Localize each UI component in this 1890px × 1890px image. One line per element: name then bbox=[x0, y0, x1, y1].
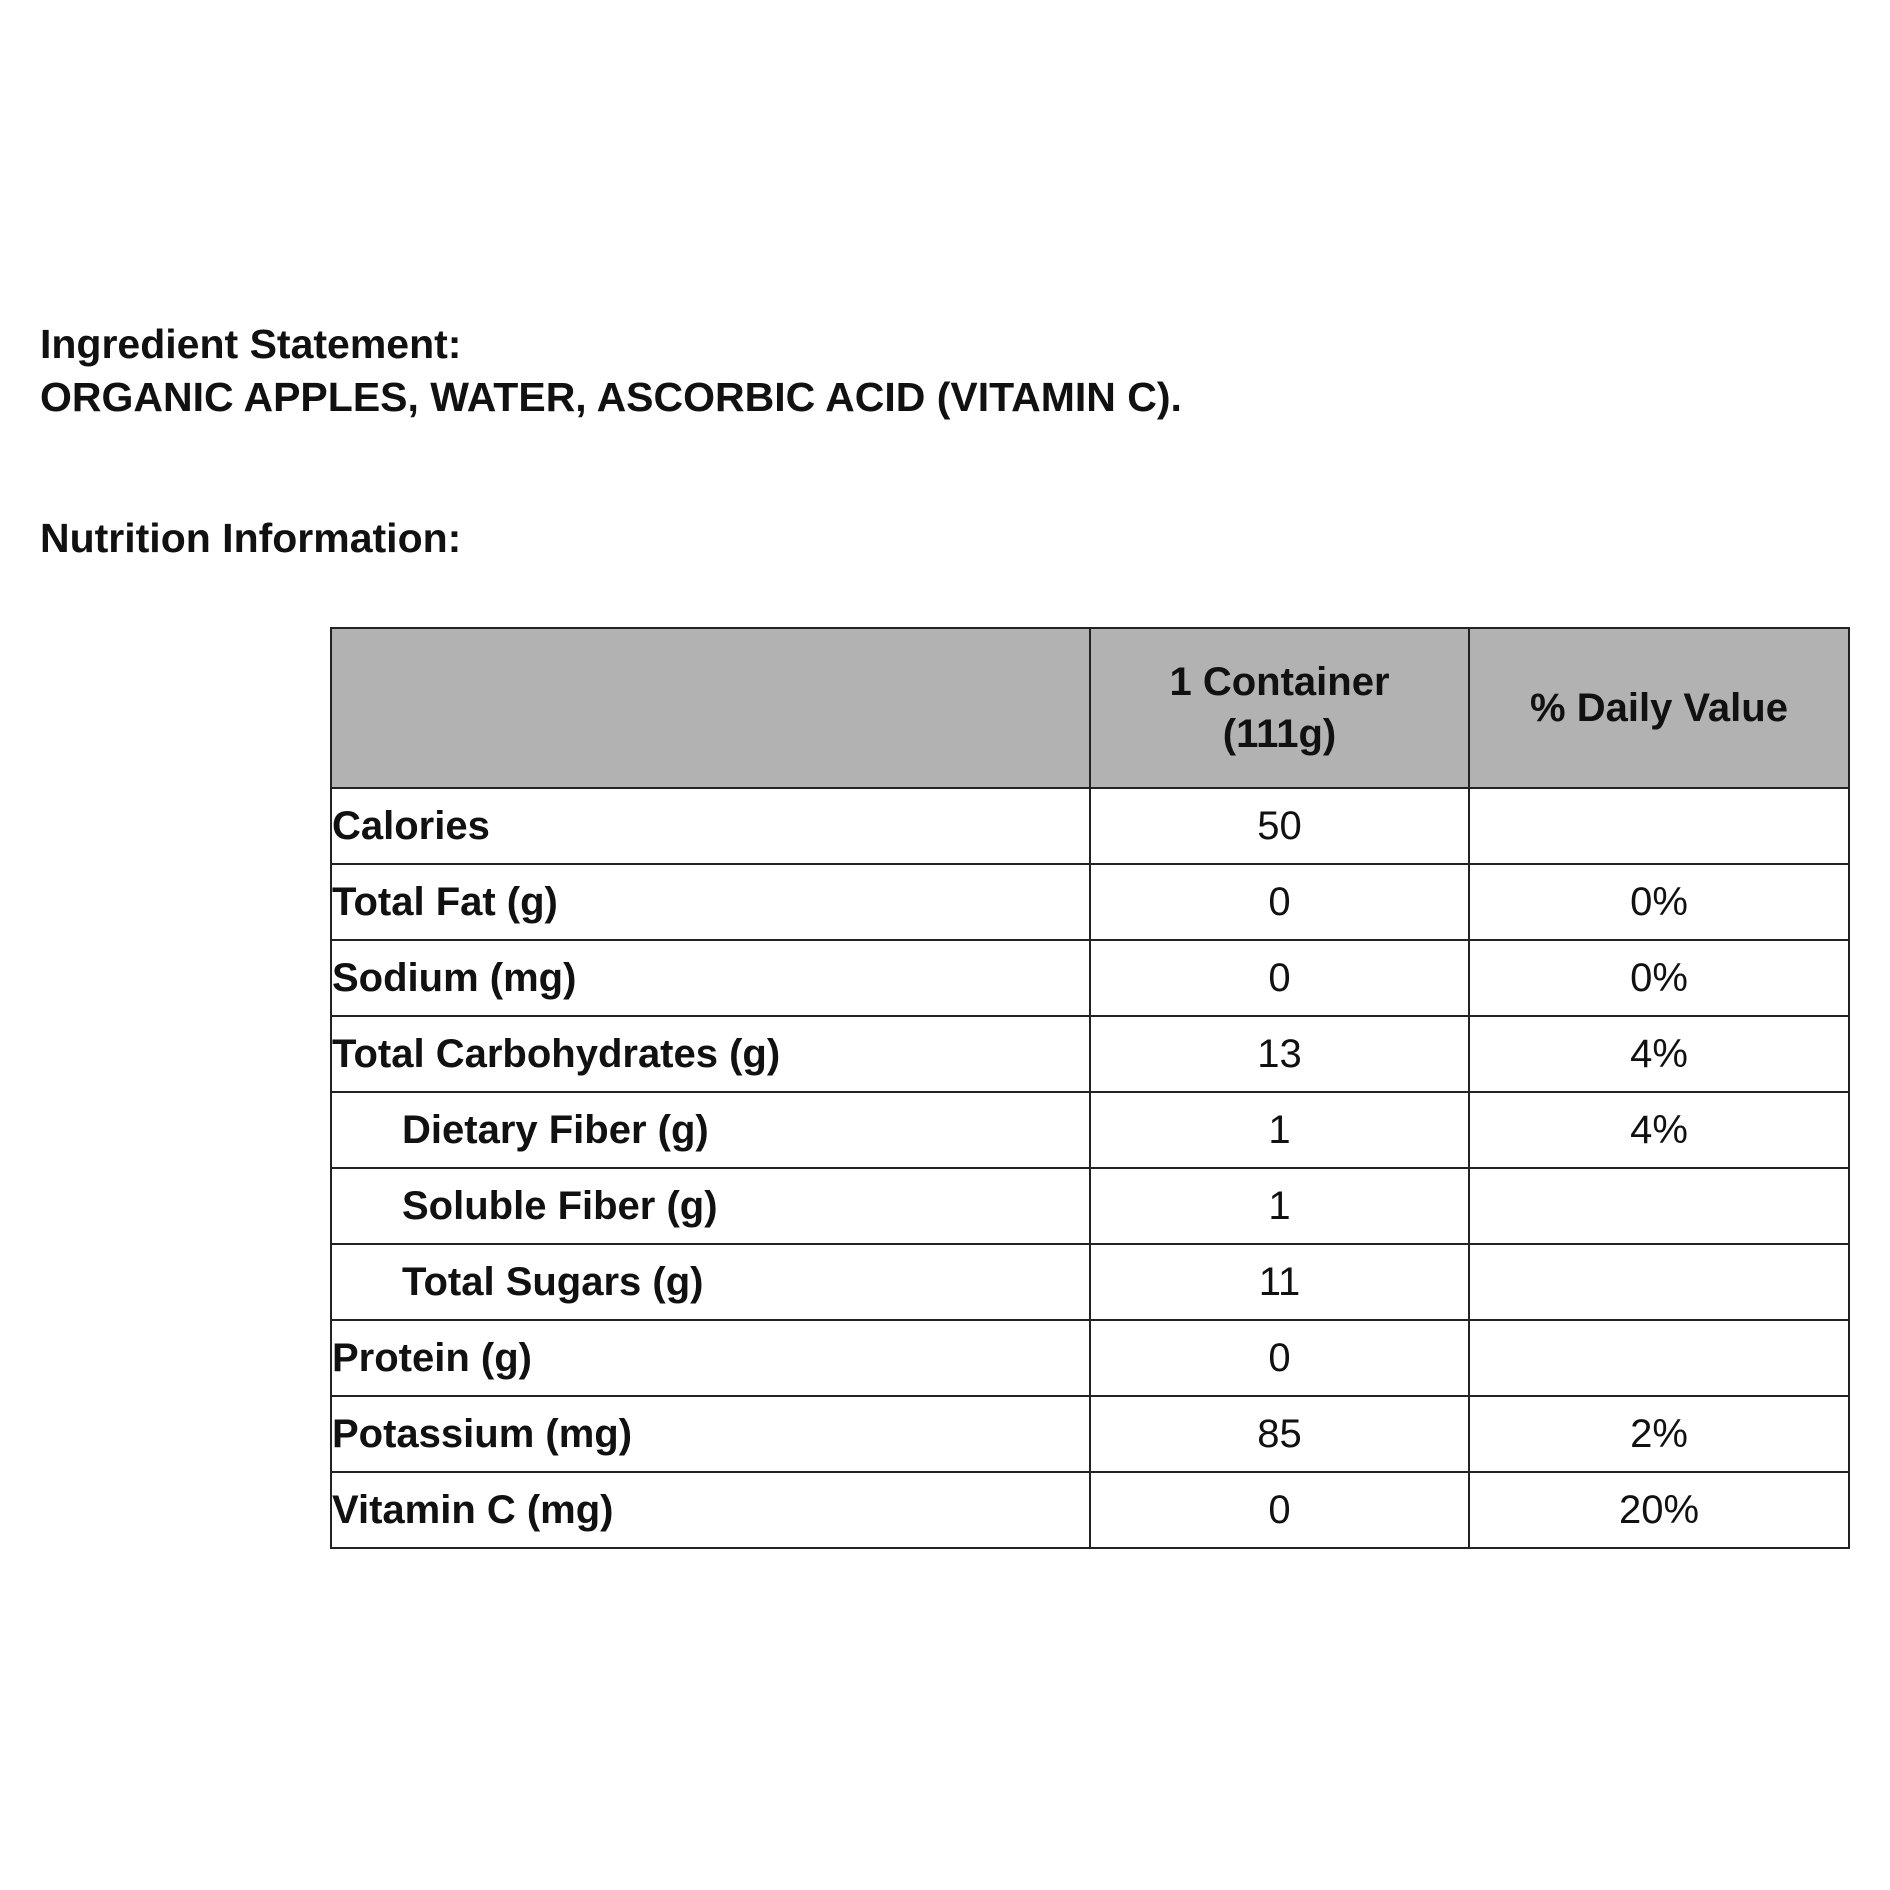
nutrient-daily-value bbox=[1469, 1244, 1849, 1320]
header-amount-cell bbox=[1090, 628, 1469, 788]
table-row bbox=[331, 1320, 1849, 1396]
nutrient-label: Total Carbohydrates (g) bbox=[331, 1016, 1090, 1092]
header-daily-value-cell: % Daily Value bbox=[1469, 628, 1849, 788]
nutrient-label: Potassium (mg) bbox=[331, 1396, 1090, 1472]
nutrient-amount: 85 bbox=[1090, 1396, 1469, 1472]
nutrient-label: Total Sugars (g) bbox=[331, 1244, 1090, 1320]
table-row bbox=[331, 1472, 1849, 1548]
nutrient-amount: 1 bbox=[1090, 1168, 1469, 1244]
nutrient-daily-value: 20% bbox=[1469, 1472, 1849, 1548]
nutrient-amount: 1 bbox=[1090, 1092, 1469, 1168]
ingredient-list: ORGANIC APPLES, WATER, ASCORBIC ACID (VITAMIN C). bbox=[40, 374, 1182, 420]
table-row bbox=[331, 788, 1849, 864]
nutrient-amount: 0 bbox=[1090, 1472, 1469, 1548]
nutrient-daily-value bbox=[1469, 1320, 1849, 1396]
ingredient-heading: Ingredient Statement: bbox=[40, 321, 462, 367]
nutrient-amount: 13 bbox=[1090, 1016, 1469, 1092]
nutrient-daily-value: 4% bbox=[1469, 1016, 1849, 1092]
nutrient-amount: 11 bbox=[1090, 1244, 1469, 1320]
nutrient-amount: 0 bbox=[1090, 940, 1469, 1016]
nutrient-daily-value: 0% bbox=[1469, 864, 1849, 940]
nutrition-table bbox=[330, 627, 1850, 1549]
table-row bbox=[331, 864, 1849, 940]
nutrient-amount: 0 bbox=[1090, 864, 1469, 940]
nutrient-label: Calories bbox=[331, 788, 1090, 864]
nutrient-label: Sodium (mg) bbox=[331, 940, 1090, 1016]
nutrient-daily-value: 0% bbox=[1469, 940, 1849, 1016]
header-amount-line2: (111g) bbox=[1222, 712, 1337, 756]
nutrient-amount: 0 bbox=[1090, 1320, 1469, 1396]
table-row bbox=[331, 1168, 1849, 1244]
nutrition-heading: Nutrition Information: bbox=[40, 515, 462, 561]
nutrient-daily-value: 2% bbox=[1469, 1396, 1849, 1472]
nutrient-daily-value bbox=[1469, 1168, 1849, 1244]
header-amount-line1: 1 Container bbox=[1169, 660, 1390, 704]
table-row bbox=[331, 1016, 1849, 1092]
nutrient-label: Total Fat (g) bbox=[331, 864, 1090, 940]
table-header-row bbox=[331, 628, 1849, 788]
table-row bbox=[331, 940, 1849, 1016]
nutrient-daily-value bbox=[1469, 788, 1849, 864]
table-row bbox=[331, 1396, 1849, 1472]
table-row bbox=[331, 1092, 1849, 1168]
nutrient-label: Protein (g) bbox=[331, 1320, 1090, 1396]
nutrient-label: Soluble Fiber (g) bbox=[331, 1168, 1090, 1244]
nutrient-label: Dietary Fiber (g) bbox=[331, 1092, 1090, 1168]
nutrient-amount: 50 bbox=[1090, 788, 1469, 864]
header-label-cell bbox=[331, 628, 1090, 788]
nutrient-daily-value: 4% bbox=[1469, 1092, 1849, 1168]
table-row bbox=[331, 1244, 1849, 1320]
ingredient-statement bbox=[40, 318, 1182, 424]
nutrient-label: Vitamin C (mg) bbox=[331, 1472, 1090, 1548]
